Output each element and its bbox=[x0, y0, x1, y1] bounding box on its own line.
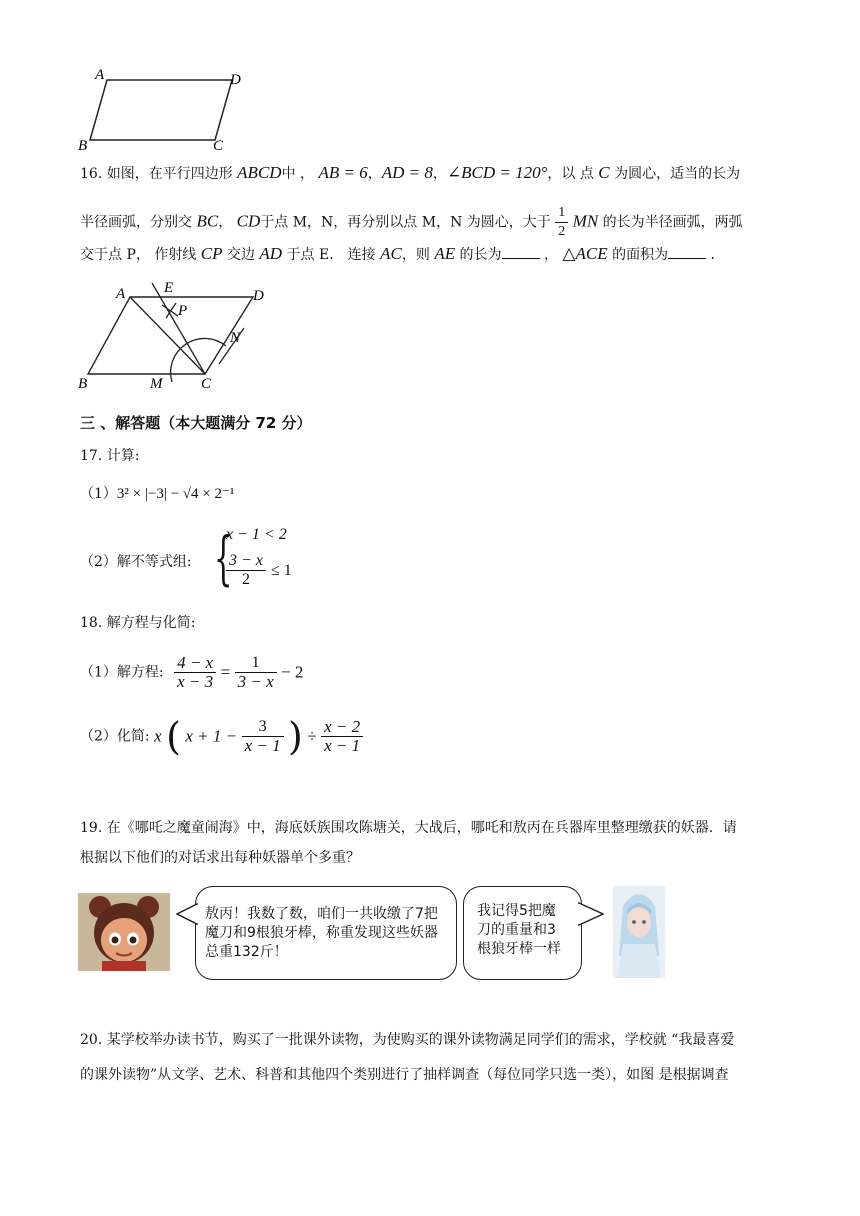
bubble-tail-left bbox=[176, 902, 198, 926]
label-c: C bbox=[213, 138, 224, 152]
q17-part-1: （1）3² × |−3| − √4 × 2⁻¹ bbox=[80, 486, 235, 502]
bubble-line: 敖丙！我数了数，咱们一共收缴了7把 bbox=[205, 906, 438, 922]
q16-line-3: 交于点 P， 作射线 CP 交边 AD 于点 E． 连接 AC，则 AE 的长为 ， △ACE 的面积为 ． bbox=[80, 244, 725, 263]
fraction-one-half: $\frac{1}{2}$ bbox=[555, 204, 568, 241]
paren-left: ( bbox=[166, 714, 181, 759]
bubble-tail-right bbox=[578, 900, 604, 928]
answer-blank-area[interactable] bbox=[668, 244, 706, 259]
arc-mn bbox=[171, 338, 226, 382]
section-title: 三 、解答题（本大题满分 72 分） bbox=[80, 414, 312, 432]
q19-line-1: 19. 在《哪吒之魔童闹海》中，海底妖族围攻陈塘关，大战后，哪吒和敖丙在兵器库里整理缴获的妖器．请 bbox=[80, 820, 737, 836]
label-a: A bbox=[95, 67, 105, 83]
q17-title: 17. 计算: bbox=[80, 448, 140, 464]
label-m: M bbox=[150, 376, 163, 392]
q20-line-1: 20. 某学校举办读书节，购买了一批课外读物，为使购买的课外读物满足同学们的需求，学校就 “我最喜爱 bbox=[80, 1032, 735, 1048]
label-b: B bbox=[78, 138, 88, 152]
q16-line-2: 半径画弧，分别交 BC， CD于点 M，N，再分别以点 M，N 为圆心，大于 $\frac{1}{2}$ MN 的长为半径画弧，两弧 bbox=[80, 205, 743, 239]
speech-bubble-nezha bbox=[195, 886, 457, 980]
label-p: P bbox=[178, 303, 188, 319]
parallelogram-figure-16 bbox=[74, 278, 284, 392]
parallelogram-shape bbox=[88, 297, 253, 374]
inequality-system bbox=[214, 526, 304, 596]
label-b: B bbox=[78, 376, 88, 392]
label-c: C bbox=[201, 376, 212, 392]
system-brace: { bbox=[214, 524, 233, 592]
q18-title: 18. 解方程与化简: bbox=[80, 615, 196, 631]
q16-line-1: 16. 如图，在平行四边形 ABCD中 ， AB = 6，AD = 8，∠BCD = 120°，以 点 C 为圆心，适当的长为 bbox=[80, 163, 741, 182]
bubble-line: 魔刀和9根狼牙棒，称重发现这些妖器 bbox=[205, 925, 438, 941]
parallelogram-figure-15 bbox=[70, 62, 270, 152]
bubble-line: 我记得5把魔 bbox=[477, 903, 556, 919]
bubble-line: 刀的重量和3 bbox=[477, 922, 556, 938]
nezha-portrait bbox=[78, 893, 170, 971]
bubble-line: 总重132斤！ bbox=[205, 944, 288, 960]
label-n: N bbox=[230, 330, 241, 346]
label-d: D bbox=[230, 72, 241, 88]
speech-bubble-aobing bbox=[463, 886, 582, 980]
inequality-2: $\frac{3 - x}{2}$ ≤ 1 bbox=[226, 552, 292, 589]
parallelogram-abcd-shape bbox=[90, 80, 232, 140]
label-e: E bbox=[164, 280, 174, 296]
q20-line-2: 的课外读物”从文学、艺术、科普和其他四个类别进行了抽样调查（每位同学只选一类），如图 是根据调查 bbox=[80, 1067, 729, 1083]
q18-part-2: （2）化简: x ( x + 1 − $\frac{3}{x - 1}$ ) ÷ $\frac{x - 2}{x - 1}$ bbox=[80, 718, 363, 755]
bubble-line: 根狼牙棒一样 bbox=[477, 941, 561, 957]
q18-part-1: （1）解方程: $\frac{4 - x}{x - 3}$ = $\frac{1}{3 - x}$ − 2 bbox=[80, 653, 304, 691]
q19-line-2: 根据以下他们的对话求出每种妖器单个多重？ bbox=[80, 850, 360, 866]
q17-part-2-label: （2）解不等式组: bbox=[80, 554, 192, 570]
aobing-portrait bbox=[613, 886, 665, 978]
label-d: D bbox=[253, 288, 264, 304]
paren-right: ) bbox=[288, 714, 303, 759]
answer-blank-ae[interactable] bbox=[502, 244, 540, 259]
inequality-1: x − 1 < 2 bbox=[226, 526, 287, 543]
label-a: A bbox=[116, 286, 126, 302]
